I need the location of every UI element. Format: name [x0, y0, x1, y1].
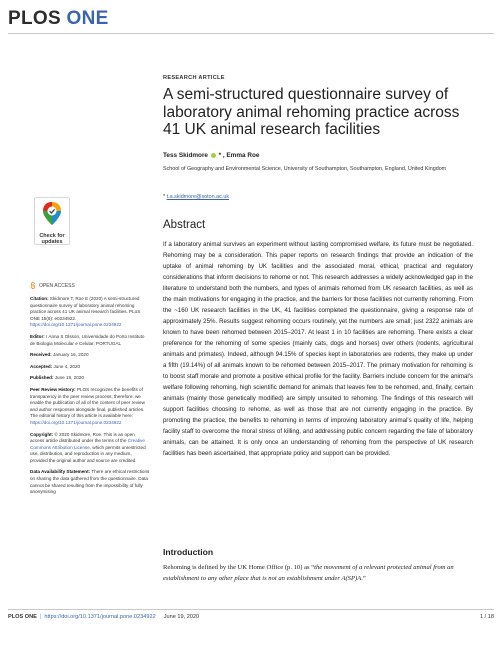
- email-link[interactable]: t.a.skidmore@soton.ac.uk: [166, 194, 230, 200]
- footer-doi-link[interactable]: https://doi.org/10.1371/journal.pone.0234922: [44, 614, 156, 620]
- footer-date: June 19, 2020: [163, 614, 200, 620]
- data-availability-block: Data Availability Statement: There are ethical restrictions on sharing the data gathered from the questionnaire. Data cannot be shared resulting from the impossibility of fully anonymising: [30, 469, 150, 495]
- author-roe[interactable]: Emma Roe: [226, 152, 260, 159]
- author-list: [163, 152, 473, 159]
- article-type: RESEARCH ARTICLE: [163, 75, 225, 81]
- open-access-label: OPEN ACCESS: [39, 282, 75, 289]
- corresponding-email: [163, 194, 473, 200]
- corresponding-mark: *: [218, 152, 222, 159]
- logo-plos: PLOS: [8, 8, 61, 29]
- check-for-updates-button[interactable]: [34, 197, 70, 245]
- editor-block: Editor: I Anna S Olsson, Universidade do Porto Instituto de Biologia Molecular e Celular, PORTUGAL: [30, 333, 145, 346]
- peer-review-block: Peer Review History: PLOS recognizes the benefits of transparency in the peer review process; therefore, we enable the publication of all of the content of peer review and author responses alongside final, published articles. The editorial history of this article is available here: https://doi.org/10.1371/journal.pone.0234922: [30, 386, 145, 425]
- affiliation: School of Geography and Environmental Science, University of Southampton, Southampton, England, United Kingdom: [163, 166, 447, 172]
- received-date: Received: January 16, 2020: [30, 352, 89, 358]
- author-skidmore[interactable]: Tess Skidmore: [163, 152, 208, 159]
- citation-block: Citation: Skidmore T, Roe E (2020) A semi-structured questionnaire survey of laboratory animal rehoming practice across 41 UK animal research facilities. PLoS ONE 15(6): e0234922. https://doi.org/10.1371/journal.pone.0234922: [30, 296, 141, 328]
- page-number: 1 / 18: [480, 614, 494, 620]
- article-sidebar: [30, 282, 150, 501]
- page-footer: [8, 614, 494, 620]
- check-updates-label: Check for updates: [39, 233, 65, 245]
- peer-review-link[interactable]: https://doi.org/10.1371/journal.pone.0234922: [30, 419, 122, 425]
- orcid-icon[interactable]: [211, 153, 216, 158]
- open-access-badge: [30, 282, 150, 289]
- journal-logo[interactable]: [8, 8, 109, 30]
- author-separator: ,: [222, 152, 227, 159]
- article-title: A semi-structured questionnaire survey of laboratory animal rehoming practice across 41 UK animal research facilities: [163, 86, 460, 138]
- abstract-text: If a laboratory animal survives an experiment without lasting compromised welfare, its future must be negotiated. Rehoming may be a consideration. This paper reports on research findings that provide an indication of the uptake of animal rehoming by UK facilities and the associated moral, ethical, practical and regulatory considerations that inform decisions to rehome or not. This research addresses a widely acknowledged gap in the literature to understand both the numbers, and types of animals rehomed from UK research facilities, as well as the main motivations for engaging in the practice, and the barriers for those facilities not currently rehoming. From the ~160 UK research facilities in the UK, 41 facilities completed the questionnaire, giving a response rate of approximately 25%. Results suggest rehoming occurs routinely, yet the numbers are small; just 2322 animals are known to have been rehomed between 2015–2017. At least 1 in 10 facilities are rehoming. There exists a clear preference for the rehoming of some species (mainly cats, dogs and horses) over others (rodents, agricultural animals and primates). Indeed, although 94.15% of species kept in laboratories are rodents, they make up under a fifth (19.14%) of all animals known to be rehomed between 2015–2017. The primary motivation for rehoming is to boost staff morale and promote a positive ethical profile for the facility. Barriers include concern for the animal's welfare following rehoming, high scientific demand for animals that leaves few to be rehomed, and, finally, certain animals (mainly those genetically modified) are simply unsuited to rehoming. The findings of this research will support facilities choosing to rehome, as well as those that are not currently engaging in the practice. By promoting the practice, the benefits to rehoming in terms of improving laboratory animal's quality of life, helping facility staff to overcome the moral stress of killing, and addressing public concern regarding the fate of laboratory animals, can be attained. It is only once an understanding of rehoming from the perspective of UK research facilities has been ascertained, that appropriate policy and support can be provided.: [163, 241, 473, 458]
- license-link[interactable]: Creative Commons Attribution License: [30, 438, 145, 450]
- published-date: Published: June 19, 2020: [30, 375, 84, 381]
- abstract-heading: Abstract: [163, 219, 206, 231]
- email-mark: *: [163, 194, 166, 200]
- copyright-block: Copyright: © 2020 Skidmore, Roe. This is an open access article distributed under the terms of the Creative Commons Attribution License, which permits unrestricted use, distribution, and reproduction in any medium, provided the original author and source are credited.: [30, 431, 146, 463]
- accepted-date: Accepted: June 4, 2020: [30, 363, 81, 369]
- introduction-text: Rehoming is defined by the UK Home Office (p. 10) as “the movement of a relevant protected animal from an establishment to any other place that is not an establishment under A(SP)A.”: [163, 564, 454, 582]
- footer-separator: |: [39, 614, 42, 620]
- logo-one: ONE: [66, 8, 109, 29]
- intro-quote: the movement of a relevant protected animal from an establishment to any other place that is not an establishment under A(SP)A: [163, 564, 454, 582]
- introduction-heading: Introduction: [163, 547, 214, 557]
- citation-doi-link[interactable]: https://doi.org/10.1371/journal.pone.0234922: [30, 322, 122, 328]
- check-updates-icon: [41, 201, 63, 227]
- footer-brand: PLOS ONE: [8, 614, 37, 620]
- footer-rule: [8, 609, 494, 610]
- open-lock-icon: [30, 282, 36, 289]
- header-rule: [8, 33, 494, 34]
